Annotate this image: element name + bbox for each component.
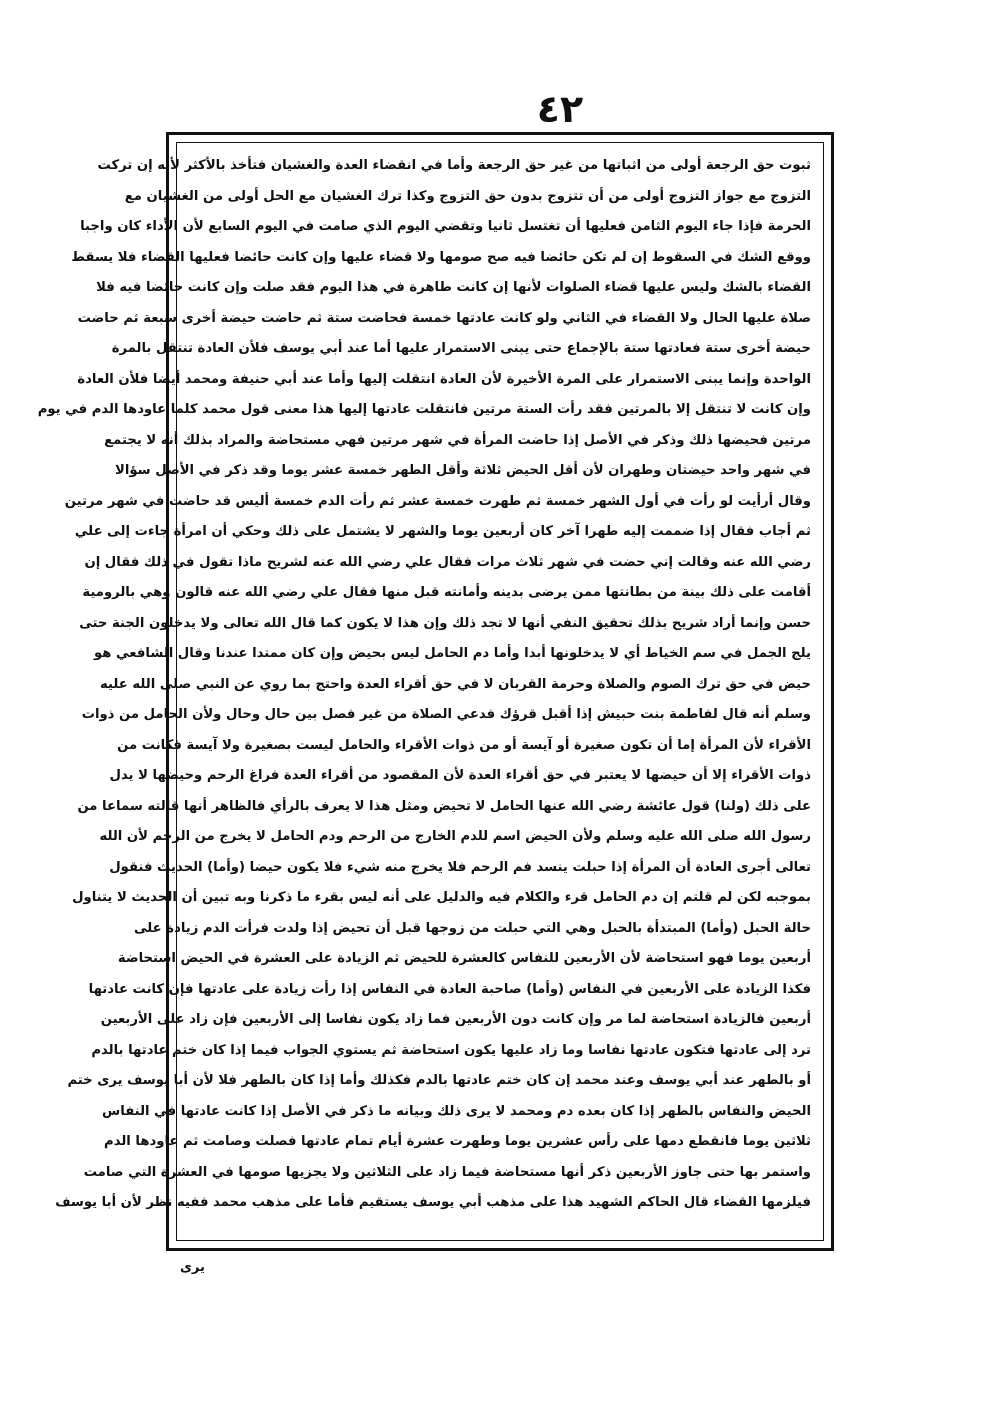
- text-line: في شهر واحد حيضتان وطهران لأن أقل الحيض ثلاثة وأقل الطهر خمسة عشر يوما وقد ذكر في الأصل سؤالا: [115, 463, 811, 478]
- text-line: ووقع الشك في السقوط إن لم تكن حائضا فيه صح صومها ولا قضاء عليها وإن كانت حائضا فعليها القضاء فلا يسقط: [71, 249, 811, 265]
- text-line: فكذا الزيادة على الأربعين في النفاس (وأما) صاحبة العادة في النفاس إذا رأت زيادة على عادتها فإن كانت عادتها: [88, 981, 811, 997]
- text-line: فيلزمها القضاء قال الحاكم الشهيد هذا على مذهب أبي يوسف يستقيم فأما على مذهب محمد ففيه نظر لأن أبا يوسف: [55, 1195, 811, 1210]
- text-line: رضي الله عنه وقالت إني حضت في شهر ثلاث مرات فقال علي رضي الله عنه لشريح ماذا تقول في ذلك فقال إن: [84, 554, 811, 570]
- text-line: حالة الحبل (وأما) المبتدأة بالحبل وهي التي حبلت من زوجها قبل أن تحيض إذا ولدت فرأت الدم زيادة على: [133, 920, 811, 936]
- text-line: ثبوت حق الرجعة أولى من اثباتها من غير حق الرجعة وأما في انقضاء العدة والغشيان فتأخذ بالأكثر لأنه إن تركت: [97, 158, 811, 173]
- text-line: وقال أرأيت لو رأت في أول الشهر خمسة ثم طهرت خمسة عشر ثم رأت الدم خمسة أليس قد حاضت في شهر مرتين: [64, 493, 811, 509]
- page-frame: [37, 132, 834, 1251]
- text-line: تعالى أجرى العادة أن المرأة إذا حبلت ينسد فم الرحم فلا يخرج منه شيء فلا يكون حيضا (وأما) الحديث فنقول: [109, 859, 811, 875]
- text-line: أقامت على ذلك بينة من بطانتها ممن يرضى بدينه وأمانته قبل منها فقال علي رضي الله عنه قالون وهي بالرومية: [82, 585, 811, 600]
- text-line: صلاة عليها الحال ولا القضاء في الثاني ولو كانت عادتها خمسة فحاضت ستة ثم حاضت حيضة أخرى سبعة ثم حاضت: [77, 310, 811, 326]
- text-line: الحيض والنفاس بالطهر إذا كان بعده دم ومحمد لا يرى ذلك وبيانه ما ذكر في الأصل إذا كانت عادتها في النفاس: [102, 1103, 811, 1119]
- text-line: التزوج مع جواز التزوج أولى من أن تتزوج بدون حق التزوج وكذا ترك الغشيان مع الحل أولى من الغشيان مع: [124, 188, 811, 204]
- text-line: ترد إلى عادتها فتكون عادتها نفاسا وما زاد عليها يكون استحاضة ثم يستوي الجواب فيما إذا كان ختم عادتها بالدم: [91, 1042, 811, 1058]
- text-line: حسن وإنما أراد شريح بذلك تحقيق النفي أنها لا تجد ذلك وإن هذا لا يكون كما قال الله تعالى ولا يدخلون الجنة حتى: [79, 615, 811, 631]
- text-line: القضاء بالشك وليس عليها قضاء الصلوات لأنها إن كانت طاهرة في هذا اليوم فقد صلت وإن كانت حائضا فيه فلا: [96, 280, 811, 295]
- text-line: رسول الله صلى الله عليه وسلم ولأن الحيض اسم للدم الخارج من الرحم ودم الحامل لا يخرج من الرحم لأن الله: [99, 829, 811, 844]
- catchword: يرى: [180, 1260, 205, 1275]
- text-line: أربعين يوما فهو استحاضة لأن الأربعين للنفاس كالعشرة للحيض ثم الزيادة على العشرة في الحيض استحاضة: [117, 951, 811, 966]
- page-frame-inner-rule: [37, 142, 824, 1241]
- text-line: أربعين فالزيادة استحاضة لما مر وإن كانت دون الأربعين فما زاد يكون نفاسا إلى الأربعين فإن زاد على الأربعين: [100, 1012, 811, 1027]
- text-line: الحرمة فإذا جاء اليوم الثامن فعليها أن تغتسل ثانيا وتقضي اليوم الذي صامت في اليوم السابع لأن الأداء كان واجبا: [80, 219, 811, 234]
- text-line: أو بالطهر عند أبي يوسف وعند محمد إن كان ختم عادتها بالدم فكذلك وأما إذا كان بالطهر فلا لأن أبا يوسف يرى ختم: [67, 1073, 811, 1088]
- text-line: ثلاثين يوما فانقطع دمها على رأس عشرين يوما وطهرت عشرة أيام تمام عادتها فصلت وصامت ثم عاودها الدم: [104, 1134, 811, 1149]
- text-line: ثم أجاب فقال إذا ضممت إليه طهرا آخر كان أربعين يوما والشهر لا يشتمل على ذلك وحكي أن امرأة جاءت إلى علي: [74, 524, 811, 539]
- text-line: مرتين فحيضها ذلك وذكر في الأصل إذا حاضت المرأة في شهر مرتين فهي مستحاضة والمراد بذلك أنه لا يجتمع: [104, 432, 811, 448]
- text-line: حيض في حق ترك الصوم والصلاة وحرمة القربان لا في حق أقراء العدة واحتج بما روي عن النبي صلى الله عليه: [100, 676, 811, 692]
- text-line: وإن كانت لا تنتقل إلا بالمرتين فقد رأت الستة مرتين فانتقلت عادتها إليها هذا معنى قول محمد كلما عاودها الدم في يوم: [37, 402, 811, 417]
- text-line: يلج الجمل في سم الخياط أي لا يدخلونها أبدا وأما دم الحامل ليس بحيض وإن كان ممتدا عندنا وقال الشافعي هو: [93, 646, 811, 661]
- text-line: بموجبه لكن لم قلتم إن دم الحامل قرء والكلام فيه والدليل على أنه ليس بقرء ما ذكرنا وبه تبين أن الحديث لا يتناول: [72, 890, 811, 905]
- text-line: الأقراء لأن المرأة إما أن تكون صغيرة أو آيسة أو من ذوات الأقراء والحامل ليست بصغيرة ولا آيسة فكانت من: [117, 737, 811, 753]
- text-line: على ذلك (ولنا) قول عائشة رضي الله عنها الحامل لا تحيض ومثل هذا لا يعرف بالرأي فالظاهر أنها قالته سماعا من: [77, 798, 811, 814]
- text-line: ذوات الأقراء إلا أن حيضها لا يعتبر في حق أقراء العدة لأن المقصود من أقراء العدة فراغ الرحم وحيضها لا يدل: [109, 768, 811, 783]
- main-text-block: [37, 151, 811, 1232]
- text-line: واستمر بها حتى جاوز الأربعين ذكر أنها مستحاضة فيما زاد على الثلاثين ولا يجزيها صومها في العشرة التي صامت: [83, 1164, 811, 1180]
- text-line: وسلم أنه قال لفاطمة بنت حبيش إذا أقبل قرؤك فدعي الصلاة من غير فصل بين حال وحال ولأن الحامل من ذوات: [81, 707, 811, 722]
- text-line: حيضة أخرى ستة فعادتها ستة بالإجماع حتى يبنى الاستمرار عليها أما عند أبي يوسف فلأن العادة تنتقل بالمرة: [111, 341, 811, 356]
- page-number: ٤٢: [536, 87, 584, 131]
- text-line: الواحدة وإنما يبنى الاستمرار على المرة الأخيرة لأن العادة انتقلت إليها وأما عند أبي حنيفة ومحمد أيضا فلأن العادة: [77, 371, 811, 387]
